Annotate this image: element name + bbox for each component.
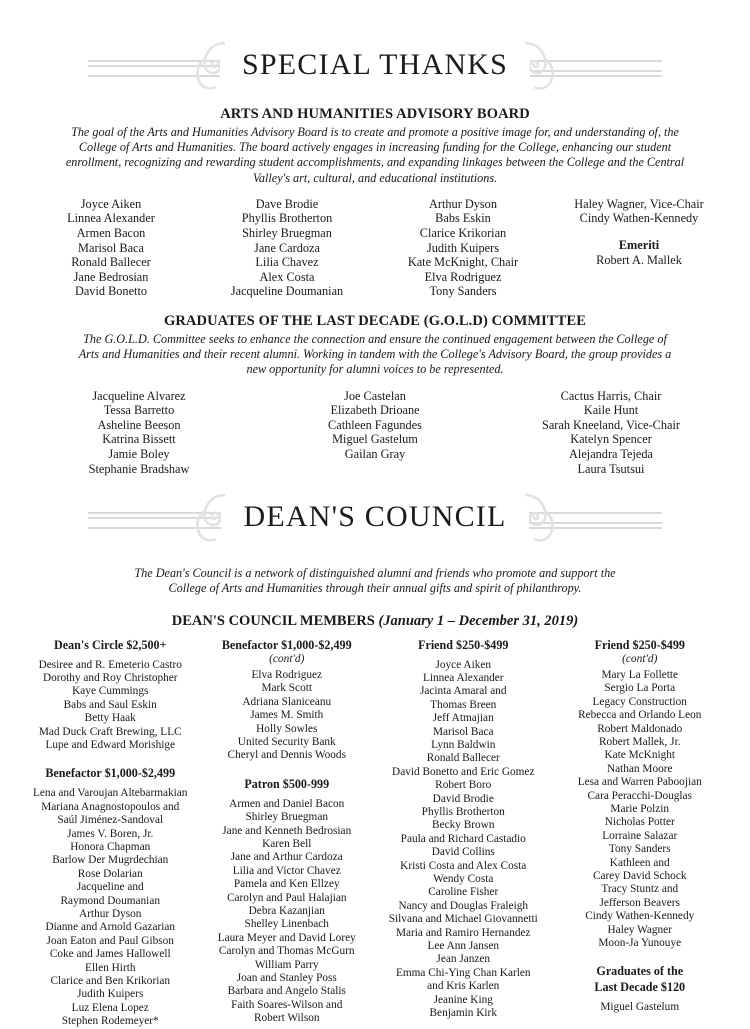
donor-name: Barlow Der Mugrdechian [52,854,169,867]
board-member-name: Linnea Alexander [67,211,155,226]
donor-name: Mark Scott [261,682,313,695]
committee-member-name: Joe Castelan [344,388,406,403]
board-member-name: Arthur Dyson [429,196,497,211]
board-member-name: Phyllis Brotherton [241,211,333,226]
donor-name: Raymond Doumanian [60,894,160,907]
members-title-dates: (January 1 – December 31, 2019) [378,612,579,629]
donor-name: Jean Janzen [436,953,491,966]
donor-name: Legacy Construction [592,695,687,708]
donor-name: William Parry [254,958,319,971]
donor-name: Carey David Schock [593,870,687,883]
donor-name: Rose Dolarian [77,867,143,880]
board-member-name: Armen Bacon [76,226,146,240]
gold-committee-columns [0,389,750,477]
donor-name: Armen and Daniel Bacon [229,797,345,810]
donor-name: Lee Ann Jansen [427,940,500,953]
donor-name: Robert Maldonado [597,722,683,735]
emeriti-name: Robert A. Mallek [596,252,682,267]
donor-name: Judith Kuipers [77,988,144,1001]
donor-name: Desiree and R. Emeterio Castro [38,658,182,671]
board-member-name: Marisol Baca [78,240,144,255]
donor-name: David Collins [431,846,495,859]
donor-category-label: Friend $250-$499 [418,637,509,652]
donor-name: Silvana and Michael Giovannetti [388,913,538,926]
committee-member-name: Jacqueline Alvarez [92,388,186,403]
donor-name: Pamela and Ken Ellzey [233,878,340,891]
committee-member-name: Elizabeth Drioane [330,403,420,418]
donor-name: Robert Mallek, Jr. [598,735,681,748]
donor-name: Kaye Cummings [72,685,149,698]
donor-name: Carolyn and Paul Halajian [226,891,347,904]
donor-column [22,638,199,1029]
committee-member-name: Katrina Bissett [102,432,176,447]
gold-committee-column [493,389,729,477]
donor-category-label: Dean's Circle $2,500+ [54,637,167,652]
donor-name: Nathan Moore [606,762,673,775]
donor-name: Tony Sanders [608,843,671,856]
donor-name: Luz Elena Lopez [71,1001,149,1014]
donor-category-contd: (cont'd) [269,652,305,665]
donor-name: David Bonetto and Eric Gomez [392,765,535,778]
donor-name: Thomas Breen [430,698,497,711]
board-member-name: Dave Brodie [255,196,319,211]
board-member-name: Lilia Chavez [255,255,319,270]
board-member-name: Jane Cardoza [254,240,320,255]
deans-council-blurb: The Dean's Council is a network of distinguished alumni and friends who promote and support the College of Arts and Humanities through their annual gifts and spirit of philanthropy. [134,566,616,596]
advisory-board-blurb: The goal of the Arts and Humanities Advisory Board is to create and promote a positive image for, and understanding of, the College of Arts and Humanities. The board actively engages in increasing funding for the College, enhancing our student enrollment, recognizing and rewarding student accomplishments, and expanding linkages between the College and the Central Valley's art, cultural, and educational institutions. [65,125,685,185]
advisory-board-column [375,197,551,299]
board-member-name: Ronald Ballecer [71,255,151,270]
donor-name: Paula and Richard Castadio [400,832,526,845]
board-member-name: David Bonetto [74,284,148,299]
donor-name: Caroline Fisher [428,886,499,899]
gold-committee-blurb: The G.O.L.D. Committee seeks to enhance the connection and ensure the continued engagement between the College of Arts and Humanities and their recent alumni. Working in tandem with the College's Advisory Board, the group provides a new opportunity for alumni voices to be represented. [78,331,672,377]
donor-category-label: Benefactor $1,000-$2,499 [45,766,176,781]
gold-committee-heading: GRADUATES OF THE LAST DECADE (G.O.L.D) COMMITTEE [163,312,586,329]
donor-name: Cheryl and Dennis Woods [227,749,346,762]
donor-category-label: Graduates of the [596,964,684,979]
donor-name: Jane and Kenneth Bedrosian [222,824,352,837]
committee-member-name: Cathleen Fagundes [328,417,422,432]
committee-member-name: Sarah Kneeland, Vice-Chair [541,417,680,432]
donor-name: Lena and Varoujan Altebarmakian [33,787,188,800]
donor-name: Arthur Dyson [79,908,142,921]
committee-member-name: Katelyn Spencer [570,432,652,447]
committee-member-name: Cactus Harris, Chair [560,388,662,403]
emeriti-label: Emeriti [618,238,660,252]
advisory-board-column [23,197,199,299]
committee-member-name: Gailan Gray [344,446,406,461]
board-member-name: Judith Kuipers [426,240,500,255]
donor-name: Robert Boro [435,779,492,792]
donor-category-contd: (cont'd) [622,652,658,665]
donor-name: Jeff Atmajian [432,712,494,725]
board-member-name: Joyce Aiken [80,196,142,211]
donor-name: Nicholas Potter [604,816,675,829]
donor-name: Joan Eaton and Paul Gibson [46,934,174,947]
donor-name: Marisol Baca [432,725,494,738]
advisory-board-column [551,197,727,299]
donor-name: Stephen Rodemeyer* [61,1015,159,1028]
donor-name: Carolyn and Thomas McGurn [218,945,355,958]
committee-member-name: Jamie Boley [108,446,170,461]
donor-name: Honora Chapman [70,841,151,854]
donor-name: Tracy Stuntz and [601,883,679,896]
donor-name: James V. Boren, Jr. [67,827,154,840]
board-member-name: Alex Costa [259,269,315,284]
donor-name: Babs and Saul Eskin [63,698,157,711]
donor-name: Lesa and Warren Paboojian [577,776,702,789]
donor-category-label: Patron $500-999 [244,776,330,791]
donor-name: Laura Meyer and David Lorey [217,931,356,944]
donor-name: Nancy and Douglas Fraleigh [398,899,529,912]
donor-name: Wendy Costa [433,873,494,886]
board-member-name: Babs Eskin [435,211,491,226]
donor-name: Kate McKnight [604,749,676,762]
donor-name: Joan and Stanley Poss [236,972,337,985]
donor-name: David Brodie [432,792,494,805]
committee-member-name: Kaile Hunt [583,403,639,418]
donor-name: Elva Rodriguez [251,668,323,681]
donor-name: Becky Brown [432,819,495,832]
members-title-main: DEAN'S COUNCIL MEMBERS [171,612,379,629]
committee-member-name: Tessa Barretto [103,403,175,418]
donor-name: Mariana Anagnostopoulos and [41,800,180,813]
committee-member-name: Asheline Beeson [97,417,181,432]
donor-name: Mary La Follette [601,668,679,681]
donor-name: Robert Wilson [253,1012,320,1025]
advisory-board-column [199,197,375,299]
donor-name: Miguel Gastelum [600,1001,680,1014]
donor-column [375,638,552,1029]
donor-name: Dianne and Arnold Gazarian [45,921,176,934]
donor-name: Benjamin Kirk [429,1007,497,1020]
donor-category-label: Friend $250-$499 [594,637,685,652]
donor-name: Shelley Linenbach [244,918,329,931]
donor-name: Jefferson Beavers [599,896,680,909]
donor-name: Mad Duck Craft Brewing, LLC [38,725,182,738]
donor-name: Lynn Baldwin [431,738,496,751]
donor-name: Jane and Arthur Cardoza [230,851,343,864]
donor-name: and Kris Karlen [427,980,500,993]
donor-name: Ellen Hirth [84,961,136,974]
board-member-name: Kate McKnight, Chair [407,255,519,270]
donor-name: United Security Bank [237,735,336,748]
donor-name: Maria and Ramiro Hernandez [395,926,531,939]
board-member-name: Cindy Wathen-Kennedy [579,211,699,226]
donor-name: Shirley Bruegman [245,811,328,824]
committee-member-name: Stephanie Bradshaw [88,461,190,476]
donor-name: Faith Soares-Wilson and [231,998,343,1011]
board-member-name: Haley Wagner, Vice-Chair [574,196,704,211]
donor-name: Cara Peracchi-Douglas [587,789,692,802]
board-member-name: Jane Bedrosian [73,269,149,284]
donor-name: Dorothy and Roy Christopher [42,671,178,684]
board-member-name: Shirley Bruegman [242,226,332,240]
donor-name: Betty Haak [84,712,136,725]
board-member-name: Tony Sanders [429,284,497,299]
board-member-name: Elva Rodriguez [424,269,502,284]
committee-member-name: Laura Tsutsui [577,461,645,476]
donor-name: Jacinta Amaral and [419,685,507,698]
donor-name: Cindy Wathen-Kennedy [585,910,695,923]
donor-name: Ronald Ballecer [426,752,500,765]
gold-committee-column [21,389,257,477]
donor-name: Marie Polzin [610,803,670,816]
committee-member-name: Miguel Gastelum [332,432,418,447]
donor-name: Holly Sowles [256,722,318,735]
donor-name: Lorraine Salazar [602,829,678,842]
advisory-board-columns [0,197,750,299]
donor-name: James M. Smith [250,709,324,722]
advisory-board-heading: ARTS AND HUMANITIES ADVISORY BOARD [220,106,530,122]
donor-category-label: Last Decade $120 [594,980,686,995]
donor-category-label: Benefactor $1,000-$2,499 [221,637,352,652]
donor-column [552,638,729,1029]
donor-name: Phyllis Brotherton [421,806,505,819]
donor-name: Barbara and Angelo Stalis [227,985,346,998]
donor-name: Kathleen and [609,856,670,869]
donor-name: Joyce Aiken [435,658,492,671]
donor-name: Jeanine King [433,993,493,1006]
donor-name: Kristi Costa and Alex Costa [400,859,527,872]
gold-committee-column [257,389,493,477]
donor-name: Sergio La Porta [604,682,676,695]
section-title: DEAN'S COUNCIL [221,500,528,534]
donor-name: Debra Kazanjian [248,905,325,918]
deans-council-members-title [0,613,750,630]
donor-name: Linnea Alexander [422,671,504,684]
program-page [0,34,750,1028]
donor-name: Clarice and Ben Krikorian [50,975,171,988]
donor-name: Lupe and Edward Morishige [45,738,176,751]
donor-name: Karen Bell [262,838,312,851]
donor-column [199,638,376,1029]
donor-name: Moon-Ja Yunouye [598,937,682,950]
donor-columns [0,638,750,1029]
special-thanks-banner [0,34,750,96]
donor-name: Jacqueline and [76,881,144,894]
board-member-name: Jacqueline Doumanian [230,284,344,299]
donor-name: Adriana Slaniceanu [242,695,332,708]
board-member-name: Clarice Krikorian [419,226,507,240]
donor-name: Coke and James Hallowell [49,948,171,961]
committee-member-name: Alejandra Tejeda [569,446,653,461]
donor-name: Emma Chi-Ying Chan Karlen [395,966,531,979]
donor-name: Lilia and Victor Chavez [232,864,341,877]
donor-name: Haley Wagner [607,923,672,936]
page-title: SPECIAL THANKS [220,48,530,82]
donor-name: Rebecca and Orlando Leon [578,709,702,722]
donor-name: Saúl Jiménez-Sandoval [57,814,164,827]
deans-council-banner [0,486,750,548]
